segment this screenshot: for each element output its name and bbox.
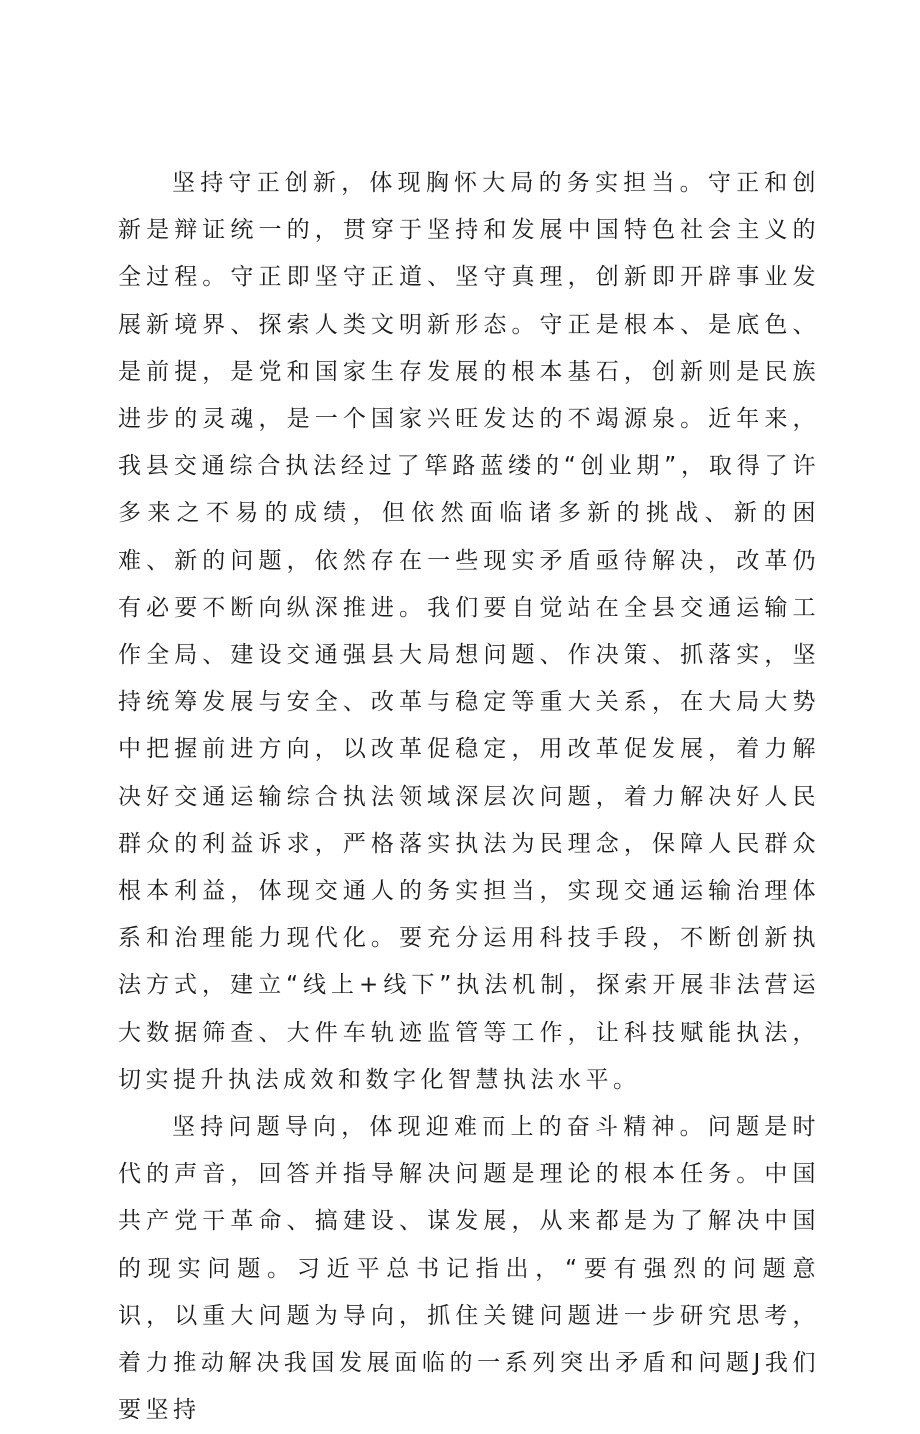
paragraph-problem-orientation: 坚持问题导向，体现迎难而上的奋斗精神。问题是时代的声音，回答并指导解决问题是理论的根本任务。中国共产党干革命、搞建设、谋发展，从来都是为了解决中国的现实问题。习近平总书记指出，“要有强烈的问题意识，以重大问题为导向，抓住关键问题进一步研究思考，着力推动解决我国发展面临的一系列突出矛盾和问题J我们要坚持 (118, 1114, 820, 1424)
document-body (118, 160, 820, 1434)
paragraph-uphold-integrity-innovation: 坚持守正创新，体现胸怀大局的务实担当。守正和创新是辩证统一的，贯穿于坚持和发展中国特色社会主义的全过程。守正即坚守正道、坚守真理，创新即开辟事业发展新境界、探索人类文明新形态。守正是根本、是底色、是前提，是党和国家生存发展的根本基石，创新则是民族进步的灵魂，是一个国家兴旺发达的不竭源泉。近年来，我县交通综合执法经过了筚路蓝缕的“创业期”，取得了许多来之不易的成绩，但依然面临诸多新的挑战、新的困难、新的问题，依然存在一些现实矛盾亟待解决，改革仍有必要不断向纵深推进。我们要自觉站在全县交通运输工作全局、建设交通强县大局想问题、作决策、抓落实，坚持统筹发展与安全、改革与稳定等重大关系，在大局大势中把握前进方向，以改革促稳定，用改革促发展，着力解决好交通运输综合执法领域深层次问题，着力解决好人民群众的利益诉求，严格落实执法为民理念，保障人民群众根本利益，体现交通人的务实担当，实现交通运输治理体系和治理能力现代化。要充分运用科技手段，不断创新执法方式，建立“线上+线下”执法机制，探索开展非法营运大数据筛查、大件车轨迹监管等工作，让科技赋能执法，切实提升执法成效和数字化智慧执法水平。 (118, 170, 820, 1093)
